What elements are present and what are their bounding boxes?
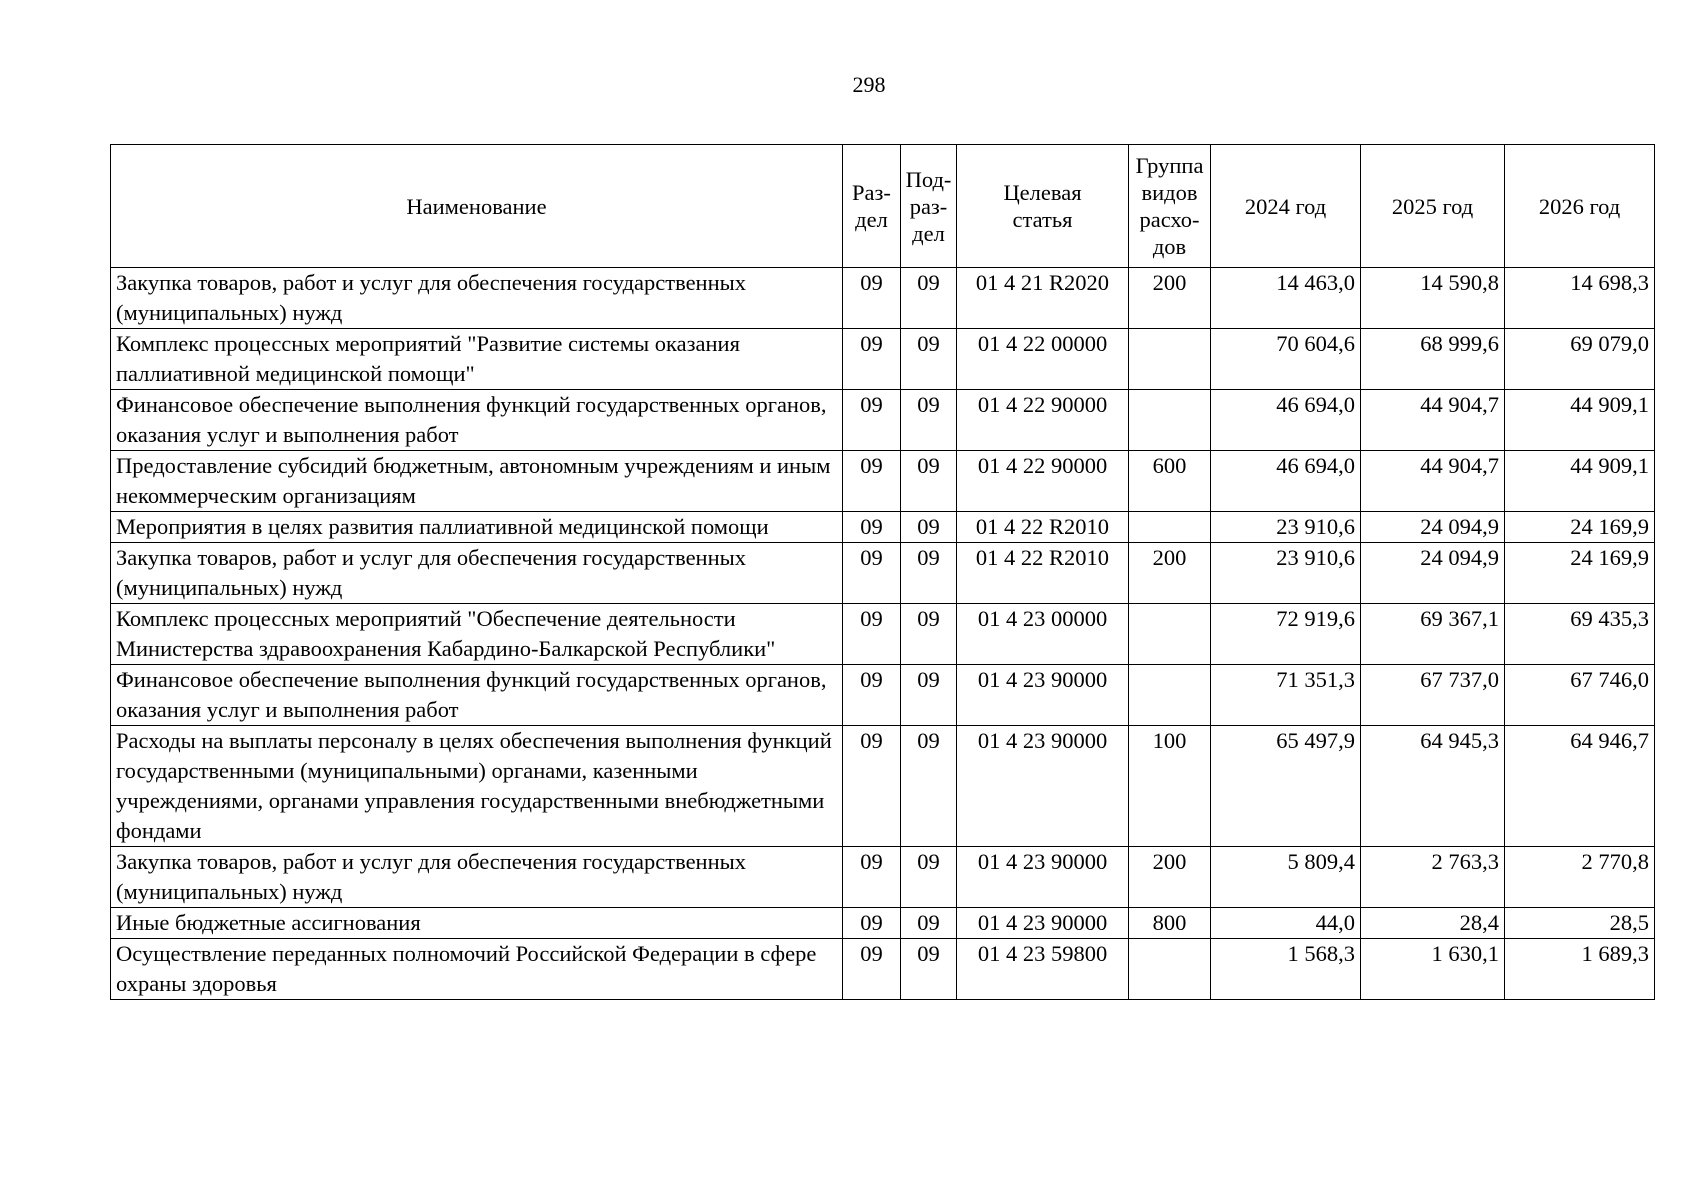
row-podrazdel: 09 bbox=[901, 604, 957, 665]
row-2026: 69 435,3 bbox=[1505, 604, 1655, 665]
row-target: 01 4 23 00000 bbox=[957, 604, 1129, 665]
row-podrazdel: 09 bbox=[901, 451, 957, 512]
table-row bbox=[111, 512, 1655, 543]
row-2026: 2 770,8 bbox=[1505, 847, 1655, 908]
row-razdel: 09 bbox=[843, 847, 901, 908]
row-target: 01 4 23 90000 bbox=[957, 665, 1129, 726]
header-2025: 2025 год bbox=[1361, 145, 1505, 268]
table-row bbox=[111, 329, 1655, 390]
table-row bbox=[111, 665, 1655, 726]
row-podrazdel: 09 bbox=[901, 512, 957, 543]
row-2024: 46 694,0 bbox=[1211, 390, 1361, 451]
row-group: 200 bbox=[1129, 847, 1211, 908]
row-target: 01 4 22 R2010 bbox=[957, 512, 1129, 543]
row-group: 200 bbox=[1129, 268, 1211, 329]
header-target-article: Целевая статья bbox=[957, 145, 1129, 268]
row-2024: 5 809,4 bbox=[1211, 847, 1361, 908]
row-2025: 24 094,9 bbox=[1361, 512, 1505, 543]
row-2026: 24 169,9 bbox=[1505, 512, 1655, 543]
row-name: Комплекс процессных мероприятий "Развитие системы оказания паллиативной медицинской помощи" bbox=[111, 329, 843, 390]
row-group bbox=[1129, 329, 1211, 390]
row-group bbox=[1129, 604, 1211, 665]
row-group: 600 bbox=[1129, 451, 1211, 512]
row-razdel: 09 bbox=[843, 390, 901, 451]
row-group: 800 bbox=[1129, 908, 1211, 939]
row-2025: 1 630,1 bbox=[1361, 939, 1505, 1000]
table-row bbox=[111, 726, 1655, 847]
row-2024: 1 568,3 bbox=[1211, 939, 1361, 1000]
row-name: Комплекс процессных мероприятий "Обеспечение деятельности Министерства здравоохранения Кабардино-Балкарской Республики" bbox=[111, 604, 843, 665]
row-name: Расходы на выплаты персоналу в целях обеспечения выполнения функций государственными (муниципальными) органами, казенными учреждениями, органами управления государственными внебюджетными фондами bbox=[111, 726, 843, 847]
header-row bbox=[111, 145, 1655, 268]
header-podrazdel: Под- раз- дел bbox=[901, 145, 957, 268]
row-podrazdel: 09 bbox=[901, 268, 957, 329]
row-2025: 64 945,3 bbox=[1361, 726, 1505, 847]
row-2024: 23 910,6 bbox=[1211, 512, 1361, 543]
header-name: Наименование bbox=[111, 145, 843, 268]
row-2025: 2 763,3 bbox=[1361, 847, 1505, 908]
row-name: Осуществление переданных полномочий Российской Федерации в сфере охраны здоровья bbox=[111, 939, 843, 1000]
header-razdel: Раз- дел bbox=[843, 145, 901, 268]
row-target: 01 4 22 90000 bbox=[957, 451, 1129, 512]
row-razdel: 09 bbox=[843, 665, 901, 726]
row-2025: 44 904,7 bbox=[1361, 451, 1505, 512]
row-2024: 46 694,0 bbox=[1211, 451, 1361, 512]
row-podrazdel: 09 bbox=[901, 847, 957, 908]
row-2024: 70 604,6 bbox=[1211, 329, 1361, 390]
row-name: Финансовое обеспечение выполнения функций государственных органов, оказания услуг и выполнения работ bbox=[111, 390, 843, 451]
row-2026: 64 946,7 bbox=[1505, 726, 1655, 847]
row-razdel: 09 bbox=[843, 604, 901, 665]
row-2026: 44 909,1 bbox=[1505, 390, 1655, 451]
row-name: Финансовое обеспечение выполнения функций государственных органов, оказания услуг и выполнения работ bbox=[111, 665, 843, 726]
header-2026: 2026 год bbox=[1505, 145, 1655, 268]
row-2024: 72 919,6 bbox=[1211, 604, 1361, 665]
row-group: 200 bbox=[1129, 543, 1211, 604]
row-podrazdel: 09 bbox=[901, 329, 957, 390]
row-2026: 28,5 bbox=[1505, 908, 1655, 939]
row-2026: 67 746,0 bbox=[1505, 665, 1655, 726]
table-row bbox=[111, 451, 1655, 512]
row-2026: 1 689,3 bbox=[1505, 939, 1655, 1000]
row-razdel: 09 bbox=[843, 726, 901, 847]
row-razdel: 09 bbox=[843, 512, 901, 543]
header-2024: 2024 год bbox=[1211, 145, 1361, 268]
row-podrazdel: 09 bbox=[901, 390, 957, 451]
row-2025: 69 367,1 bbox=[1361, 604, 1505, 665]
row-2025: 24 094,9 bbox=[1361, 543, 1505, 604]
header-expense-group: Группа видов расхо- дов bbox=[1129, 145, 1211, 268]
row-target: 01 4 23 90000 bbox=[957, 726, 1129, 847]
row-2025: 14 590,8 bbox=[1361, 268, 1505, 329]
row-group bbox=[1129, 512, 1211, 543]
row-target: 01 4 23 90000 bbox=[957, 847, 1129, 908]
row-2025: 67 737,0 bbox=[1361, 665, 1505, 726]
table-row bbox=[111, 908, 1655, 939]
table-row bbox=[111, 939, 1655, 1000]
row-podrazdel: 09 bbox=[901, 665, 957, 726]
table-row bbox=[111, 847, 1655, 908]
row-2024: 71 351,3 bbox=[1211, 665, 1361, 726]
row-name: Предоставление субсидий бюджетным, автономным учреждениям и иным некоммерческим организациям bbox=[111, 451, 843, 512]
row-target: 01 4 22 00000 bbox=[957, 329, 1129, 390]
row-podrazdel: 09 bbox=[901, 939, 957, 1000]
row-2024: 23 910,6 bbox=[1211, 543, 1361, 604]
row-target: 01 4 22 R2010 bbox=[957, 543, 1129, 604]
row-podrazdel: 09 bbox=[901, 726, 957, 847]
row-2024: 14 463,0 bbox=[1211, 268, 1361, 329]
row-name: Иные бюджетные ассигнования bbox=[111, 908, 843, 939]
row-razdel: 09 bbox=[843, 451, 901, 512]
page-number: 298 bbox=[852, 72, 886, 97]
row-2025: 28,4 bbox=[1361, 908, 1505, 939]
row-group bbox=[1129, 665, 1211, 726]
table-row bbox=[111, 604, 1655, 665]
row-target: 01 4 23 90000 bbox=[957, 908, 1129, 939]
row-2026: 24 169,9 bbox=[1505, 543, 1655, 604]
row-name: Закупка товаров, работ и услуг для обеспечения государственных (муниципальных) нужд bbox=[111, 847, 843, 908]
row-2025: 44 904,7 bbox=[1361, 390, 1505, 451]
row-razdel: 09 bbox=[843, 543, 901, 604]
table-row bbox=[111, 268, 1655, 329]
row-target: 01 4 21 R2020 bbox=[957, 268, 1129, 329]
row-group: 100 bbox=[1129, 726, 1211, 847]
row-name: Закупка товаров, работ и услуг для обеспечения государственных (муниципальных) нужд bbox=[111, 543, 843, 604]
row-2024: 44,0 bbox=[1211, 908, 1361, 939]
budget-table bbox=[110, 144, 1655, 1000]
row-2026: 69 079,0 bbox=[1505, 329, 1655, 390]
row-razdel: 09 bbox=[843, 908, 901, 939]
row-podrazdel: 09 bbox=[901, 908, 957, 939]
row-2026: 44 909,1 bbox=[1505, 451, 1655, 512]
row-podrazdel: 09 bbox=[901, 543, 957, 604]
table-row bbox=[111, 390, 1655, 451]
table-row bbox=[111, 543, 1655, 604]
row-group bbox=[1129, 390, 1211, 451]
row-razdel: 09 bbox=[843, 939, 901, 1000]
row-2024: 65 497,9 bbox=[1211, 726, 1361, 847]
row-name: Закупка товаров, работ и услуг для обеспечения государственных (муниципальных) нужд bbox=[111, 268, 843, 329]
row-razdel: 09 bbox=[843, 268, 901, 329]
row-name: Мероприятия в целях развития паллиативной медицинской помощи bbox=[111, 512, 843, 543]
row-razdel: 09 bbox=[843, 329, 901, 390]
row-target: 01 4 23 59800 bbox=[957, 939, 1129, 1000]
row-group bbox=[1129, 939, 1211, 1000]
row-2025: 68 999,6 bbox=[1361, 329, 1505, 390]
row-target: 01 4 22 90000 bbox=[957, 390, 1129, 451]
row-2026: 14 698,3 bbox=[1505, 268, 1655, 329]
